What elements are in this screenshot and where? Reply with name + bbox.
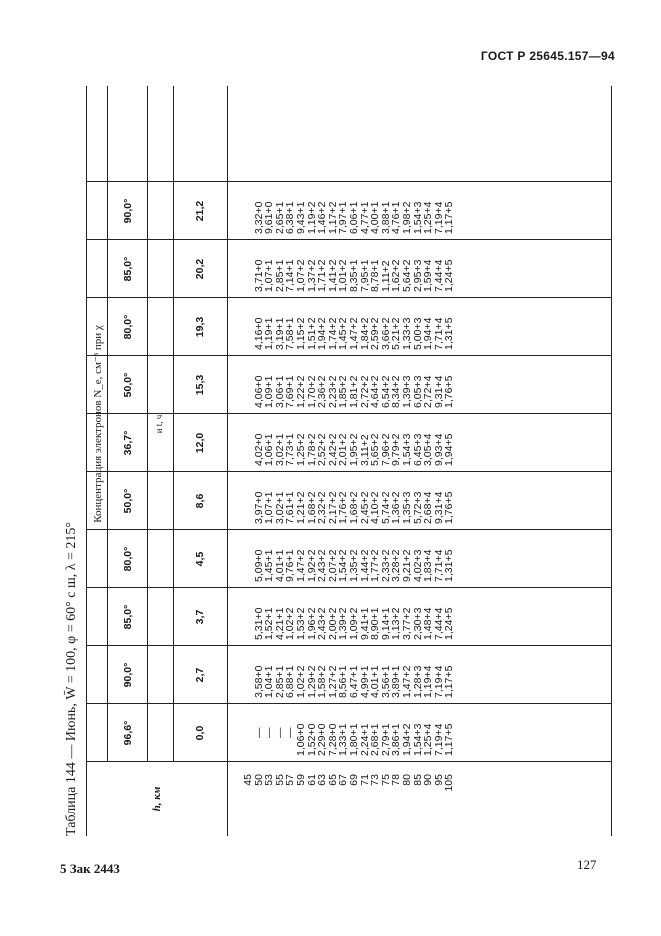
table-cell: 1,47+2 xyxy=(400,665,413,698)
table-cell: 9,14+1 xyxy=(379,607,392,640)
table-cell: 1,19+1 xyxy=(263,317,276,350)
table-cell: 1,09+2 xyxy=(347,607,360,640)
table-cell: 2,42+2 xyxy=(326,433,339,466)
time-value: 19,3 xyxy=(194,316,206,338)
table-cell: 1,31+5 xyxy=(443,317,456,350)
table-cell: 1,45+2 xyxy=(337,317,350,350)
data-column xyxy=(243,466,455,524)
table-cell: 1,96+2 xyxy=(305,607,318,640)
table-cell: 2,29+0 xyxy=(316,723,329,756)
table-cell: 1,25+4 xyxy=(422,723,435,756)
chi-header: 80,0° xyxy=(122,546,134,572)
table-cell: 5,31+0 xyxy=(252,607,265,640)
table-cell: 4,01+1 xyxy=(369,665,382,698)
height-value: 63 xyxy=(316,774,329,786)
table-cell: 3,11+2 xyxy=(358,434,371,466)
table-cell: 1,07+1 xyxy=(263,259,276,292)
table-cell: 7,71+4 xyxy=(432,317,445,350)
table-cell: 8,35+1 xyxy=(347,259,360,292)
table-cell: 4,01+1 xyxy=(273,549,286,582)
table-cell: 7,58+1 xyxy=(284,317,297,350)
table-cell: 9,76+1 xyxy=(284,549,297,582)
table-cell: 3,32+0 xyxy=(252,201,265,234)
height-value: 75 xyxy=(379,774,392,786)
table-cell: — xyxy=(284,727,297,738)
table-cell: 1,17+2 xyxy=(326,201,339,234)
table-cell: 1,54+2 xyxy=(337,549,350,582)
table-cell: 3,28+2 xyxy=(390,549,403,582)
height-value: 105 xyxy=(443,774,456,792)
table-cell: 1,76+5 xyxy=(443,375,456,408)
table-cell: 1,27+2 xyxy=(326,665,339,698)
table-cell: 1,84+2 xyxy=(358,317,371,350)
table-cell: 8,56+1 xyxy=(337,665,350,698)
table-cell: 1,24+5 xyxy=(443,259,456,292)
table-cell: 9,93+4 xyxy=(432,433,445,466)
table-cell: 6,38+1 xyxy=(284,201,297,234)
table-cell: 1,85+2 xyxy=(337,375,350,408)
table-cell: 2,43+2 xyxy=(316,549,329,582)
table-cell: 1,94+2 xyxy=(316,317,329,350)
time-value: 8,6 xyxy=(194,493,206,509)
height-value: 45 xyxy=(242,774,254,786)
data-column xyxy=(243,234,455,292)
table-cell: 2,32+2 xyxy=(316,491,329,524)
table-cell: 2,45+2 xyxy=(358,491,371,524)
time-value: 21,2 xyxy=(194,200,206,222)
table-cell: 7,28+0 xyxy=(326,723,339,756)
table-cell: 1,76+2 xyxy=(337,491,350,524)
table-cell: 3,77+2 xyxy=(400,607,413,640)
table-cell: 3,05+4 xyxy=(422,433,435,466)
height-value: 55 xyxy=(273,774,286,786)
table-cell: 3,89+1 xyxy=(390,665,403,698)
table-cell: 3,66+2 xyxy=(379,317,392,350)
height-value: 67 xyxy=(337,774,350,786)
table-cell: 2,33+2 xyxy=(379,549,392,582)
table-cell: 1,98+2 xyxy=(400,201,413,234)
height-value: 50 xyxy=(252,774,265,786)
table-cell: 9,41+1 xyxy=(358,607,371,640)
data-column xyxy=(243,408,455,466)
table-caption: Таблица 144 — Июнь, W̄ = 100, φ = 60° с ш, λ = 215° xyxy=(64,521,79,836)
table-cell: 1,02+2 xyxy=(294,665,307,698)
table-cell: 2,72+4 xyxy=(422,375,435,408)
table-cell: 7,96+2 xyxy=(379,433,392,466)
table-cell: 4,06+0 xyxy=(252,375,265,408)
table-cell: 1,25+2 xyxy=(294,433,307,466)
table-cell: 2,68+1 xyxy=(369,723,382,756)
table-cell: 1,44+2 xyxy=(358,549,371,582)
table-cell: 2,01+2 xyxy=(337,433,350,466)
table-cell: 3,02+1 xyxy=(273,433,286,466)
table-cell: 7,73+1 xyxy=(284,433,297,466)
table-cell: 1,29+2 xyxy=(305,665,318,698)
table-cell: 6,45+3 xyxy=(411,433,424,466)
table-cell: 1,21+2 xyxy=(294,491,307,524)
table-cell: 3,71+0 xyxy=(252,259,265,292)
table-cell: 2,17+2 xyxy=(326,491,339,524)
table-cell: 7,19+4 xyxy=(432,201,445,234)
table-cell: 1,02+2 xyxy=(284,607,297,640)
table-cell: 2,85+1 xyxy=(273,259,286,292)
table-cell: 5,21+2 xyxy=(390,317,403,350)
time-value: 12,0 xyxy=(194,432,206,454)
data-column xyxy=(243,640,455,698)
table-cell: 3,88+1 xyxy=(379,201,392,234)
table-cell: 9,43+1 xyxy=(294,201,307,234)
table-cell: 1,68+2 xyxy=(347,491,360,524)
table-cell: 1,17+5 xyxy=(443,723,456,756)
table-cell: 1,39+3 xyxy=(400,375,413,408)
height-value: 65 xyxy=(326,774,339,786)
height-values xyxy=(243,774,455,836)
table-cell: 1,06+1 xyxy=(263,433,276,466)
table-cell: 2,24+1 xyxy=(358,723,371,756)
table-cell: 4,00+1 xyxy=(369,201,382,234)
table-cell: 5,64+2 xyxy=(400,259,413,292)
table-cell: 9,31+4 xyxy=(432,491,445,524)
table-cell: 7,44+4 xyxy=(432,607,445,640)
time-value: 4,5 xyxy=(194,551,206,567)
table-cell: 7,44+4 xyxy=(432,259,445,292)
table-cell: 1,71+2 xyxy=(316,259,329,292)
table-cell: 1,28+3 xyxy=(411,665,424,698)
table-cell: 7,19+4 xyxy=(432,723,445,756)
table-cell: 1,07+2 xyxy=(294,259,307,292)
table-cell: 9,31+4 xyxy=(432,375,445,408)
table-cell: 1,45+1 xyxy=(263,549,276,582)
table-cell: 2,36+2 xyxy=(316,375,329,408)
table-cell: 7,95+1 xyxy=(358,259,371,292)
table-cell: 1,35+2 xyxy=(347,549,360,582)
height-value: 73 xyxy=(369,774,382,786)
table-cell: 7,71+4 xyxy=(432,549,445,582)
table-cell: 1,01+2 xyxy=(337,259,350,292)
table-cell: 1,58+2 xyxy=(316,665,329,698)
table-cell: — xyxy=(273,727,286,738)
table-cell: 2,59+2 xyxy=(369,317,382,350)
table-cell: 7,61+1 xyxy=(284,491,297,524)
rotated-table-block xyxy=(60,86,620,836)
table-cell: 4,16+0 xyxy=(252,317,265,350)
table-cell: 2,23+2 xyxy=(326,375,339,408)
table-cell: 6,88+1 xyxy=(284,665,297,698)
table-cell: 1,94+4 xyxy=(422,317,435,350)
table-cell: 3,56+1 xyxy=(379,665,392,698)
table-cell: 1,51+2 xyxy=(305,317,318,350)
table-cell: 9,21+2 xyxy=(400,549,413,582)
table-cell: 4,99+1 xyxy=(358,665,371,698)
table-cell: 9,61+0 xyxy=(263,201,276,234)
table-cell: 1,46+2 xyxy=(316,201,329,234)
chi-header: 90,0° xyxy=(122,198,134,224)
table-cell: 6,54+2 xyxy=(379,375,392,408)
table-cell: 1,41+2 xyxy=(326,259,339,292)
table-cell: 3,19+1 xyxy=(273,317,286,350)
table-cell: 5,74+2 xyxy=(379,491,392,524)
chi-header: 36,7° xyxy=(122,430,134,456)
time-value: 2,7 xyxy=(194,667,206,683)
table-cell: 1,13+2 xyxy=(390,607,403,640)
footer-order: 5 Зак 2443 xyxy=(60,861,120,876)
chi-header: 96,6° xyxy=(122,720,134,746)
table-cell: 7,19+4 xyxy=(432,665,445,698)
table-cell: 1,19+2 xyxy=(305,201,318,234)
table-cell: 4,10+2 xyxy=(369,491,382,524)
time-value: 15,3 xyxy=(194,374,206,396)
table-cell: 1,35+3 xyxy=(400,491,413,524)
table-cell: 4,02+3 xyxy=(411,549,424,582)
table-cell: 1,80+1 xyxy=(347,723,360,756)
height-value: 71 xyxy=(358,774,371,786)
table-cell: 1,39+2 xyxy=(337,607,350,640)
table-cell: — xyxy=(252,727,265,738)
table-cell: 8,34+2 xyxy=(390,375,403,408)
height-value: 69 xyxy=(347,774,360,786)
data-column xyxy=(243,582,455,640)
table-cell: 8,78+1 xyxy=(369,259,382,292)
table-cell: 1,83+4 xyxy=(422,549,435,582)
table-cell: 1,06+0 xyxy=(294,723,307,756)
table-cell: 2,79+1 xyxy=(379,723,392,756)
table-cell: 7,97+1 xyxy=(337,201,350,234)
table-cell: 4,76+1 xyxy=(390,201,403,234)
data-column xyxy=(243,524,455,582)
table-cell: 1,17+5 xyxy=(443,201,456,234)
table-cell: 4,77+1 xyxy=(358,201,371,234)
height-value: 59 xyxy=(294,774,307,786)
table-cell: 5,00+3 xyxy=(411,317,424,350)
table-cell: 1,54+3 xyxy=(411,201,424,234)
table-cell: 1,04+1 xyxy=(263,665,276,698)
table-cell: 1,47+2 xyxy=(294,549,307,582)
table-cell: 6,06+1 xyxy=(347,201,360,234)
table-cell: 1,24+5 xyxy=(443,607,456,640)
table-cell: 2,72+2 xyxy=(358,375,371,408)
table-cell: 7,14+1 xyxy=(284,259,297,292)
table-cell: 1,37+2 xyxy=(305,259,318,292)
height-value: 95 xyxy=(432,774,445,786)
table-cell: 2,68+4 xyxy=(422,491,435,524)
height-value: 61 xyxy=(305,774,318,786)
table-cell: 2,65+1 xyxy=(273,201,286,234)
page-number: 127 xyxy=(577,857,597,872)
table-cell: 3,97+0 xyxy=(252,491,265,524)
table-cell: 1,15+2 xyxy=(294,317,307,350)
table-cell: 1,47+2 xyxy=(347,317,360,350)
time-value: 0,0 xyxy=(194,725,206,741)
table-cell: 5,09+0 xyxy=(252,549,265,582)
concentration-header: Концентрация электронов N_e, см⁻³ при χ xyxy=(92,325,104,523)
table-cell: 2,95+3 xyxy=(411,259,424,292)
table-cell: 1,81+2 xyxy=(347,375,360,408)
table-cell: 2,52+2 xyxy=(316,433,329,466)
table-cell: 1,33+3 xyxy=(400,317,413,350)
time-header: и t, ч xyxy=(154,414,164,434)
chi-header: 85,0° xyxy=(122,256,134,282)
document-code: ГОСТ Р 25645.157—94 xyxy=(480,49,615,63)
table-cell: 3,06+1 xyxy=(273,375,286,408)
table-cell: 1,77+2 xyxy=(369,549,382,582)
table-cell: 3,02+1 xyxy=(273,491,286,524)
table-cell: 5,72+3 xyxy=(411,491,424,524)
table-cell: 1,62+2 xyxy=(390,259,403,292)
table-cell: 3,58+0 xyxy=(252,665,265,698)
table-cell: 2,30+3 xyxy=(411,607,424,640)
table-cell: 1,17+5 xyxy=(443,665,456,698)
table-cell: 1,19+4 xyxy=(422,665,435,698)
table-cell: 4,21+1 xyxy=(273,607,286,640)
table-cell: 1,54+3 xyxy=(400,433,413,466)
height-value: 53 xyxy=(263,774,276,786)
table-cell: 1,94+5 xyxy=(443,433,456,466)
table-cell: 4,02+0 xyxy=(252,433,265,466)
table-cell: 1,48+4 xyxy=(422,607,435,640)
chi-header: 80,0° xyxy=(122,314,134,340)
table-cell: 9,79+2 xyxy=(390,433,403,466)
data-column xyxy=(243,698,455,756)
data-table xyxy=(86,86,612,836)
chi-header: 50,0° xyxy=(122,488,134,514)
table-cell: — xyxy=(263,727,276,738)
height-value: 85 xyxy=(411,774,424,786)
table-cell: 1,94+2 xyxy=(400,723,413,756)
table-cell: 2,43+2 xyxy=(316,607,329,640)
table-cell: 1,31+5 xyxy=(443,549,456,582)
table-cell: 1,54+3 xyxy=(411,723,424,756)
table-cell: 4,64+2 xyxy=(369,375,382,408)
table-cell: 1,52+0 xyxy=(305,723,318,756)
table-cell: 1,95+2 xyxy=(347,433,360,466)
table-cell: 6,05+3 xyxy=(411,375,424,408)
table-cell: 1,36+2 xyxy=(390,491,403,524)
data-column xyxy=(243,292,455,350)
height-value: 90 xyxy=(422,774,435,786)
chi-header: 50,0° xyxy=(122,372,134,398)
data-column xyxy=(243,176,455,234)
height-value: 57 xyxy=(284,774,297,786)
height-value: 80 xyxy=(400,774,413,786)
table-cell: 1,92+2 xyxy=(305,549,318,582)
table-cell: 1,22+2 xyxy=(294,375,307,408)
table-cell: 8,90+1 xyxy=(369,607,382,640)
table-cell: 1,59+4 xyxy=(422,259,435,292)
table-cell: 1,68+2 xyxy=(305,491,318,524)
table-cell: 1,25+4 xyxy=(422,201,435,234)
chi-header: 85,0° xyxy=(122,604,134,630)
time-value: 3,7 xyxy=(194,609,206,625)
data-column xyxy=(243,350,455,408)
table-cell: 1,07+1 xyxy=(263,491,276,524)
table-cell: 1,53+2 xyxy=(294,607,307,640)
table-cell: 7,69+1 xyxy=(284,375,297,408)
table-cell: 1,76+5 xyxy=(443,491,456,524)
time-value: 20,2 xyxy=(194,258,206,280)
table-cell: 5,65+2 xyxy=(369,433,382,466)
table-cell: 2,00+2 xyxy=(326,607,339,640)
table-cell: 1,74+2 xyxy=(326,317,339,350)
table-cell: 1,09+1 xyxy=(263,375,276,408)
table-cell: 1,52+1 xyxy=(263,607,276,640)
table-cell: 1,11+2 xyxy=(379,260,392,292)
chi-header: 90,0° xyxy=(122,662,134,688)
height-header: h, км xyxy=(151,786,163,812)
table-cell: 2,85+1 xyxy=(273,665,286,698)
table-cell: 1,33+1 xyxy=(337,723,350,756)
table-cell: 1,78+2 xyxy=(305,433,318,466)
table-cell: 3,86+1 xyxy=(390,723,403,756)
table-cell: 1,70+2 xyxy=(305,375,318,408)
table-cell: 2,07+2 xyxy=(326,549,339,582)
height-value: 78 xyxy=(390,774,403,786)
table-cell: 6,47+1 xyxy=(347,665,360,698)
